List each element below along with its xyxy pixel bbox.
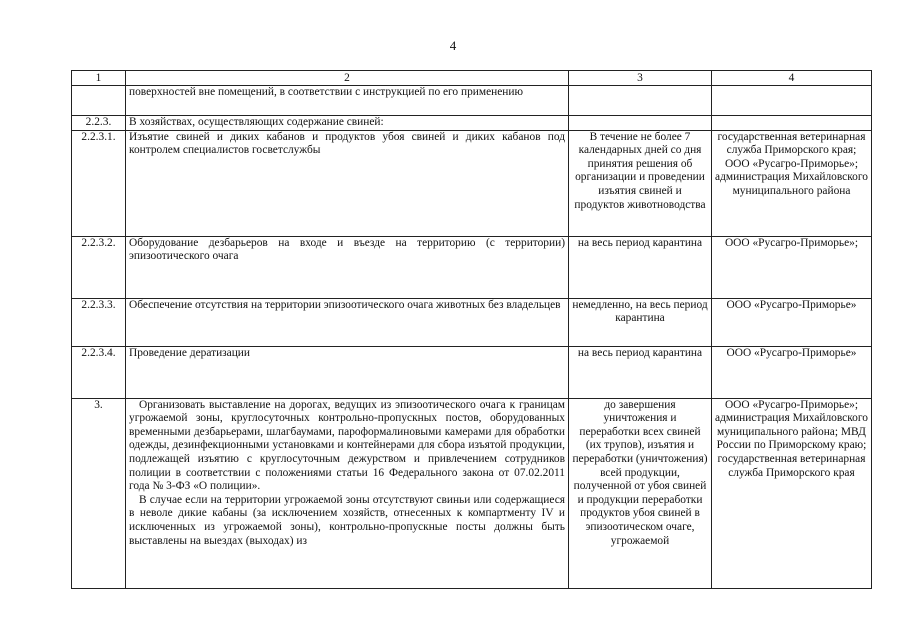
measures-table (71, 70, 872, 589)
table-row (72, 298, 872, 346)
table-row (72, 236, 872, 298)
row-responsible: ООО «Русагро-Приморье»; администрация Михайловского муниципального района; МВД России по Приморскому краю; государственная ветеринарная служба Приморского края (712, 398, 872, 588)
row-term: на весь период карантина (569, 346, 712, 398)
row-measure: Проведение дератизации (126, 346, 569, 398)
row-term: В течение не более 7 календарных дней со дня принятия решения об организации и проведении изъятия свиней и продуктов животноводства (569, 130, 712, 236)
row-responsible: ООО «Русагро-Приморье» (712, 298, 872, 346)
table-header-row (72, 71, 872, 86)
row-number: 2.2.3. (72, 116, 126, 131)
row-term (569, 116, 712, 131)
header-cell: 1 (72, 71, 126, 86)
header-cell: 2 (126, 71, 569, 86)
row-term: на весь период карантина (569, 236, 712, 298)
row-term: немедленно, на весь период карантина (569, 298, 712, 346)
table-row (72, 116, 872, 131)
table-row (72, 346, 872, 398)
row-measure (126, 398, 569, 588)
row-responsible (712, 86, 872, 116)
row-number: 2.2.3.4. (72, 346, 126, 398)
row-term: до завершения уничтожения и переработки всех свиней (их трупов), изъятия и переработки (уничтожения) всей продукции, полученной от убоя свиней и продукции переработки продуктов убоя свиней в эпизоотическом очаге, угрожаемой (569, 398, 712, 588)
row-number: 2.2.3.2. (72, 236, 126, 298)
row-responsible: ООО «Русагро-Приморье» (712, 346, 872, 398)
row-number (72, 86, 126, 116)
row-measure: В хозяйствах, осуществляющих содержание свиней: (126, 116, 569, 131)
row-measure: поверхностей вне помещений, в соответствии с инструкцией по его применению (126, 86, 569, 116)
header-cell: 3 (569, 71, 712, 86)
row-term (569, 86, 712, 116)
row-number: 2.2.3.1. (72, 130, 126, 236)
row-responsible: государственная ветеринарная служба Приморского края; ООО «Русагро-Приморье»; администрация Михайловского муниципального района (712, 130, 872, 236)
measure-paragraph: В случае если на территории угрожаемой зоны отсутствуют свиньи или содержащиеся в неволе дикие кабаны (за исключением хозяйств, отнесенных к компартменту IV и исключенных из угрожаемой зоны), контрольно-пропускные посты должны быть выставлены на выездах (выходах) из (129, 493, 565, 547)
page-number: 4 (449, 38, 457, 53)
row-measure: Оборудование дезбарьеров на входе и въезде на территорию (с территории) эпизоотического очага (126, 236, 569, 298)
row-measure: Изъятие свиней и диких кабанов и продуктов убоя свиней и диких кабанов под контролем специалистов госветслужбы (126, 130, 569, 236)
table-row (72, 130, 872, 236)
row-number: 3. (72, 398, 126, 588)
header-cell: 4 (712, 71, 872, 86)
row-responsible (712, 116, 872, 131)
table-row (72, 398, 872, 588)
table-row (72, 86, 872, 116)
measure-paragraph: Организовать выставление на дорогах, ведущих из эпизоотического очага к границам угрожаемой зоны, круглосуточных контрольно-пропускных постов, оборудованных временными дезбарьерами, шлагбаумами, пароформалиновыми камерами для обработки одежды, дезинфекционными установками и контейнерами для сбора изъятой продукции, подлежащей изъятию с круглосуточным дежурством и привлечением сотрудников полиции в соответствии с положениями статьи 16 Федерального закона от 07.02.2011 года № 3-ФЗ «О полиции». (129, 398, 565, 493)
row-number: 2.2.3.3. (72, 298, 126, 346)
row-responsible: ООО «Русагро-Приморье»; (712, 236, 872, 298)
row-measure: Обеспечение отсутствия на территории эпизоотического очага животных без владельцев (126, 298, 569, 346)
